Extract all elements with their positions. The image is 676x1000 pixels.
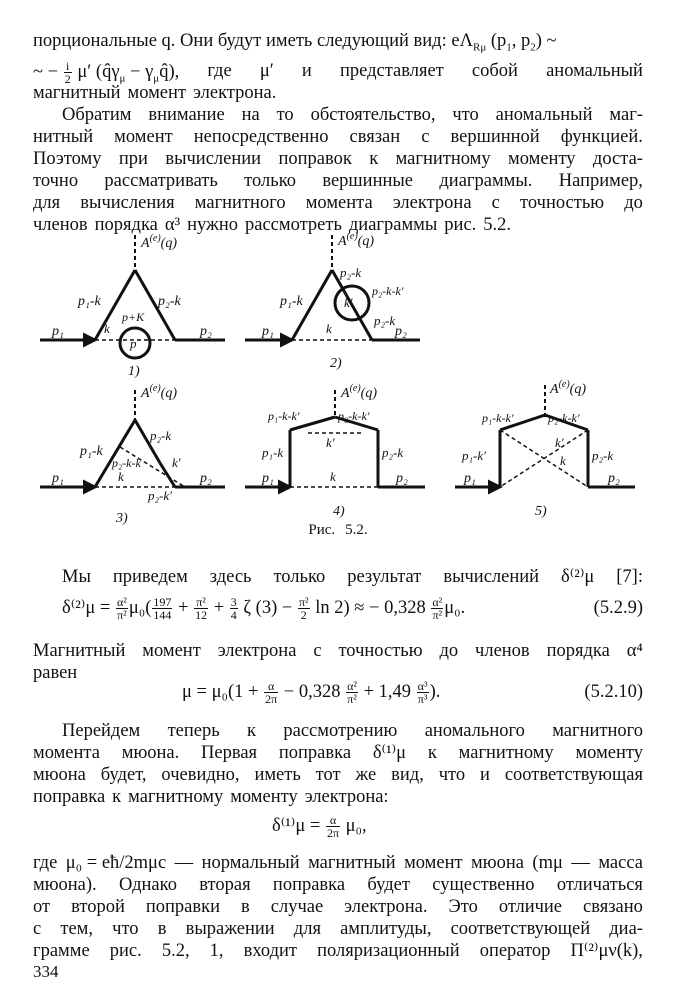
word: к	[427, 743, 437, 763]
word: Магнитный	[33, 641, 126, 661]
word: аномального	[424, 721, 525, 741]
p6-line-2	[33, 874, 643, 896]
word: 5.2,	[161, 941, 190, 961]
word: где	[207, 61, 232, 81]
word: (mμ	[532, 853, 563, 873]
word: обстоятельство,	[310, 105, 436, 125]
word: 1,	[209, 941, 224, 961]
word: членов	[475, 641, 530, 661]
momentum-label: k	[560, 453, 566, 468]
equation-delta1-mu: δ⁽¹⁾μ = $\frac{\alpha}{2\pi}$ μ₀,	[272, 813, 367, 840]
word: до	[439, 641, 459, 661]
word: электрона	[392, 193, 472, 213]
momentum-label: p₂-k	[592, 448, 614, 463]
word: в	[157, 919, 167, 939]
word: магнитного	[552, 721, 643, 741]
p6-line-4	[33, 918, 643, 940]
word: только	[273, 567, 326, 587]
word: электрона.	[344, 897, 428, 917]
word: приведем	[112, 567, 188, 587]
word: вычислений	[443, 567, 540, 587]
word: амплитуды,	[340, 919, 432, 939]
momentum-label: p₂-k	[150, 428, 172, 443]
word: Π⁽²⁾μν(k),	[570, 941, 643, 961]
word: поправка	[278, 743, 352, 763]
momentum-label: p₁-k	[80, 444, 103, 459]
word: членов	[33, 215, 88, 235]
word: Перейдем	[62, 721, 141, 741]
equation-5-2-10: μ = μ₀(1 + $\frac{\alpha}{2\pi}$ − 0,328 $\frac{\text{α²}}{\text{π²}}$ + 1,49 $\frac{\text{α³}}{\text{π³}}$ ).	[182, 679, 441, 706]
word: вычисления	[80, 193, 175, 213]
p1-line-1	[33, 30, 643, 59]
word: Первая	[201, 743, 258, 763]
figure-caption	[0, 522, 676, 539]
momentum-label: p₂-k′	[148, 488, 172, 503]
momentum-label: p+K	[122, 310, 145, 324]
vertex-label: $A^{(e)}(q)$	[141, 383, 177, 401]
word: вид,	[391, 765, 424, 785]
word: отличие	[498, 897, 563, 917]
word: на	[241, 105, 260, 125]
momentum-label: k′	[326, 435, 335, 450]
word: же	[355, 765, 377, 785]
caption-number: 5.2.	[345, 522, 368, 538]
diagram-4	[245, 383, 425, 519]
word: рис.	[444, 215, 477, 235]
word: мюона	[33, 765, 86, 785]
word: момент	[114, 127, 173, 147]
word: момент	[404, 853, 463, 873]
word: Однако	[119, 875, 177, 895]
word: μ₀ = eħ/2mμc	[65, 853, 167, 873]
word: здесь	[209, 567, 252, 587]
word: моменту	[230, 787, 298, 807]
word: δ⁽¹⁾μ	[372, 743, 407, 763]
momentum-label: p₁	[52, 324, 64, 339]
panel-label: 2)	[330, 356, 342, 371]
word: маг-	[609, 105, 643, 125]
word: связано	[583, 897, 643, 917]
word: магнитному	[128, 787, 224, 807]
word: к	[247, 721, 257, 741]
word: второй	[71, 897, 125, 917]
word: вершинной	[450, 127, 540, 147]
word: что	[112, 919, 139, 939]
word: момент	[127, 83, 187, 103]
momentum-label: p₂	[396, 471, 408, 486]
equation-number: (5.2.10)	[584, 682, 643, 702]
word: [7]:	[616, 567, 643, 587]
panel-label: 5)	[535, 504, 547, 519]
word: магнитный	[308, 853, 396, 873]
word: в	[241, 897, 250, 917]
word: при	[118, 149, 148, 169]
word: до	[624, 193, 643, 213]
word: поправка	[272, 875, 346, 895]
word: собой	[471, 61, 518, 81]
p2-line-4	[33, 170, 643, 192]
word: аномальный	[546, 61, 643, 81]
p2-line-2	[33, 126, 643, 148]
word: порядка	[94, 215, 158, 235]
text-fragment: порциональные q. Они будут иметь следующий вид: $e\Lambda_{R\mu}$ ($p_1$, $p_2$) ~	[33, 31, 557, 54]
p2-line-1	[62, 104, 643, 126]
word: доста-	[592, 149, 643, 169]
momentum-label: p₁-k	[78, 294, 101, 309]
word: функцией.	[560, 127, 643, 147]
word: поправка	[33, 787, 106, 807]
word: где	[33, 853, 58, 873]
momentum-label: k	[326, 321, 332, 336]
momentum-label: p₁	[52, 471, 64, 486]
word: мюона).	[33, 875, 97, 895]
word: магнитному	[458, 743, 554, 763]
word: рассматривать	[104, 171, 218, 191]
word: теперь	[167, 721, 220, 741]
word: вершинные	[322, 171, 414, 191]
diagram-1	[40, 233, 225, 379]
fraction-i-over-2: $\frac{i}{2}$	[64, 59, 71, 86]
vertex-label: $A^{(e)}(q)$	[550, 379, 586, 397]
word: тем,	[60, 919, 93, 939]
word: существенно	[432, 875, 535, 895]
word: поляризационный	[317, 941, 460, 961]
term-197-144: $\frac{197}{144}$	[153, 595, 172, 622]
momentum-label: p₂-k-k′	[372, 284, 404, 298]
momentum-label: p₁-k-k′	[268, 409, 300, 423]
panel-label: 1)	[128, 364, 140, 379]
word: —	[174, 853, 194, 873]
momentum-label: p₂	[200, 324, 212, 339]
word: Поэтому	[33, 149, 102, 169]
momentum-label: k′	[344, 295, 353, 310]
word: для	[293, 919, 321, 939]
panel-label: 3)	[116, 511, 128, 526]
word: равен	[33, 663, 78, 683]
word: отличаться	[556, 875, 643, 895]
momentum-label: p₂-k-k	[112, 456, 141, 470]
word: представляет	[339, 61, 444, 81]
momentum-label: p₁-k	[262, 445, 284, 460]
word: вторая	[199, 875, 251, 895]
word: рис.	[109, 941, 142, 961]
word: нужно	[187, 215, 238, 235]
diagram-2	[245, 231, 420, 371]
momentum-label: p₁-k	[280, 294, 303, 309]
p5-line-4	[33, 786, 643, 808]
diagram-5	[455, 379, 635, 519]
word: мюона	[471, 853, 524, 873]
word: результат	[347, 567, 422, 587]
word: что	[438, 765, 466, 785]
word: и	[301, 61, 312, 81]
word: с	[421, 127, 430, 147]
momentum-label: p₂-k	[382, 445, 404, 460]
word: μ′	[259, 61, 274, 81]
word: выражении	[185, 919, 275, 939]
word: поправок	[278, 149, 352, 169]
panel-label: 4)	[333, 504, 345, 519]
feynman-diagrams-figure	[0, 225, 676, 545]
word: момент	[142, 641, 201, 661]
word: моменту	[575, 743, 643, 763]
word: аномальный	[495, 105, 593, 125]
p1-line-3	[33, 82, 643, 104]
momentum-label: p₂	[395, 324, 407, 339]
word: соответствующей	[450, 919, 591, 939]
word: входит	[243, 941, 298, 961]
momentum-label: p₂-k	[374, 313, 396, 328]
word: Это	[448, 897, 478, 917]
word: будет,	[100, 765, 147, 785]
momentum-label: k′	[555, 435, 564, 450]
word: поправки	[145, 897, 220, 917]
momentum-label: p₁	[464, 471, 476, 486]
word: нормальный	[201, 853, 300, 873]
momentum-label: p₁-k-k′	[482, 411, 514, 425]
word: грамме	[33, 941, 90, 961]
word: α³	[164, 215, 181, 235]
word: к	[369, 149, 379, 169]
word: моменту	[508, 149, 576, 169]
p2-line-5	[33, 192, 643, 214]
momentum-label: k	[104, 321, 110, 336]
vertex-label: $A^{(e)}(q)$	[141, 233, 177, 251]
word: точностью	[520, 193, 605, 213]
word: момента	[305, 193, 373, 213]
word: точно	[33, 171, 79, 191]
momentum-label: p₂-k	[340, 265, 362, 280]
word: оператор	[479, 941, 551, 961]
word: Обратим	[62, 105, 132, 125]
momentum-label: k′	[172, 455, 181, 470]
word: то	[276, 105, 294, 125]
word: тот	[315, 765, 341, 785]
word: —	[571, 853, 590, 873]
momentum-label: p₂	[608, 471, 620, 486]
word: диа-	[609, 919, 643, 939]
caption-prefix: Рис.	[308, 522, 336, 538]
p2-line-3	[33, 148, 643, 170]
word: α⁴	[626, 641, 643, 661]
word: электрона:	[304, 787, 389, 807]
p6-line-1	[33, 852, 643, 874]
formula-fragment: ~ − $\frac{i}{2}$ μ′ ($q̂\gamma_\mu$ − $\gamma_\mu q̂$),	[33, 59, 180, 86]
word: от	[33, 897, 51, 917]
word: соответствующая	[504, 765, 643, 785]
word: мюона.	[121, 743, 180, 763]
p6-line-3	[33, 896, 643, 918]
vertex-label: $A^{(e)}(q)$	[338, 231, 374, 249]
word: диаграммы.	[439, 171, 533, 191]
word: порядка	[546, 641, 610, 661]
word: магнитного	[194, 193, 286, 213]
equation-5-2-9: δ⁽²⁾μ = $\frac{\text{α²}}{\text{π²}}$ μ₀( $\frac{197}{144}$ + $\frac{\text{π²}}{12}$ + $\frac{3}{4}$ ζ (3) − $\frac{\text{π²}}{2}$ ln 2) ≈ − 0,328 $\frac{\text{α²}}{\text{π²}}$ μ₀.	[62, 595, 466, 622]
momentum-label: p₁-k′	[462, 448, 486, 463]
word: очевидно,	[161, 765, 240, 785]
word: электрона.	[193, 83, 277, 103]
word: вычислении	[165, 149, 262, 169]
word: только	[244, 171, 296, 191]
diagram-3	[40, 383, 225, 526]
word: с	[313, 641, 322, 661]
word: Например,	[558, 171, 643, 191]
word: δ⁽²⁾μ	[561, 567, 595, 587]
word: точностью	[338, 641, 423, 661]
p6-line-5	[33, 940, 643, 962]
word: рассмотреть	[244, 215, 342, 235]
word: диаграммы	[348, 215, 438, 235]
word: с	[33, 919, 42, 939]
momentum-label: p₂-k	[158, 294, 181, 309]
word: магнитному	[395, 149, 491, 169]
word: Мы	[62, 567, 91, 587]
p5-line-3	[33, 764, 643, 786]
word: будет	[367, 875, 410, 895]
p5-line-1	[62, 720, 643, 742]
word: с	[491, 193, 500, 213]
word: магнитный	[33, 83, 121, 103]
word: связан	[349, 127, 401, 147]
momentum-label: p₂-k-k′	[548, 411, 580, 425]
word: для	[33, 193, 61, 213]
page-number: 334	[33, 962, 59, 981]
word: к	[112, 787, 122, 807]
p3-line-1	[62, 566, 643, 588]
momentum-label: p₁	[262, 324, 274, 339]
momentum-label: k	[118, 469, 124, 484]
momentum-label: k	[330, 469, 336, 484]
word: непосредственно	[193, 127, 329, 147]
word: электрона	[217, 641, 297, 661]
word: 5.2.	[483, 215, 512, 235]
momentum-label: p₁	[262, 471, 274, 486]
vertex-label: $A^{(e)}(q)$	[341, 383, 377, 401]
word: что	[452, 105, 479, 125]
word: масса	[598, 853, 643, 873]
word: нитный	[33, 127, 94, 147]
word: случае	[270, 897, 324, 917]
p5-line-2	[33, 742, 643, 764]
momentum-label: p₂-k-k′	[338, 409, 370, 423]
word: иметь	[254, 765, 301, 785]
equation-number: (5.2.9)	[593, 598, 643, 618]
word: рассмотрению	[283, 721, 398, 741]
momentum-label: p	[130, 336, 137, 351]
word: и	[480, 765, 490, 785]
word: внимание	[148, 105, 225, 125]
word: момента	[33, 743, 100, 763]
momentum-label: p₂	[200, 471, 212, 486]
p4-line-1	[33, 640, 643, 662]
